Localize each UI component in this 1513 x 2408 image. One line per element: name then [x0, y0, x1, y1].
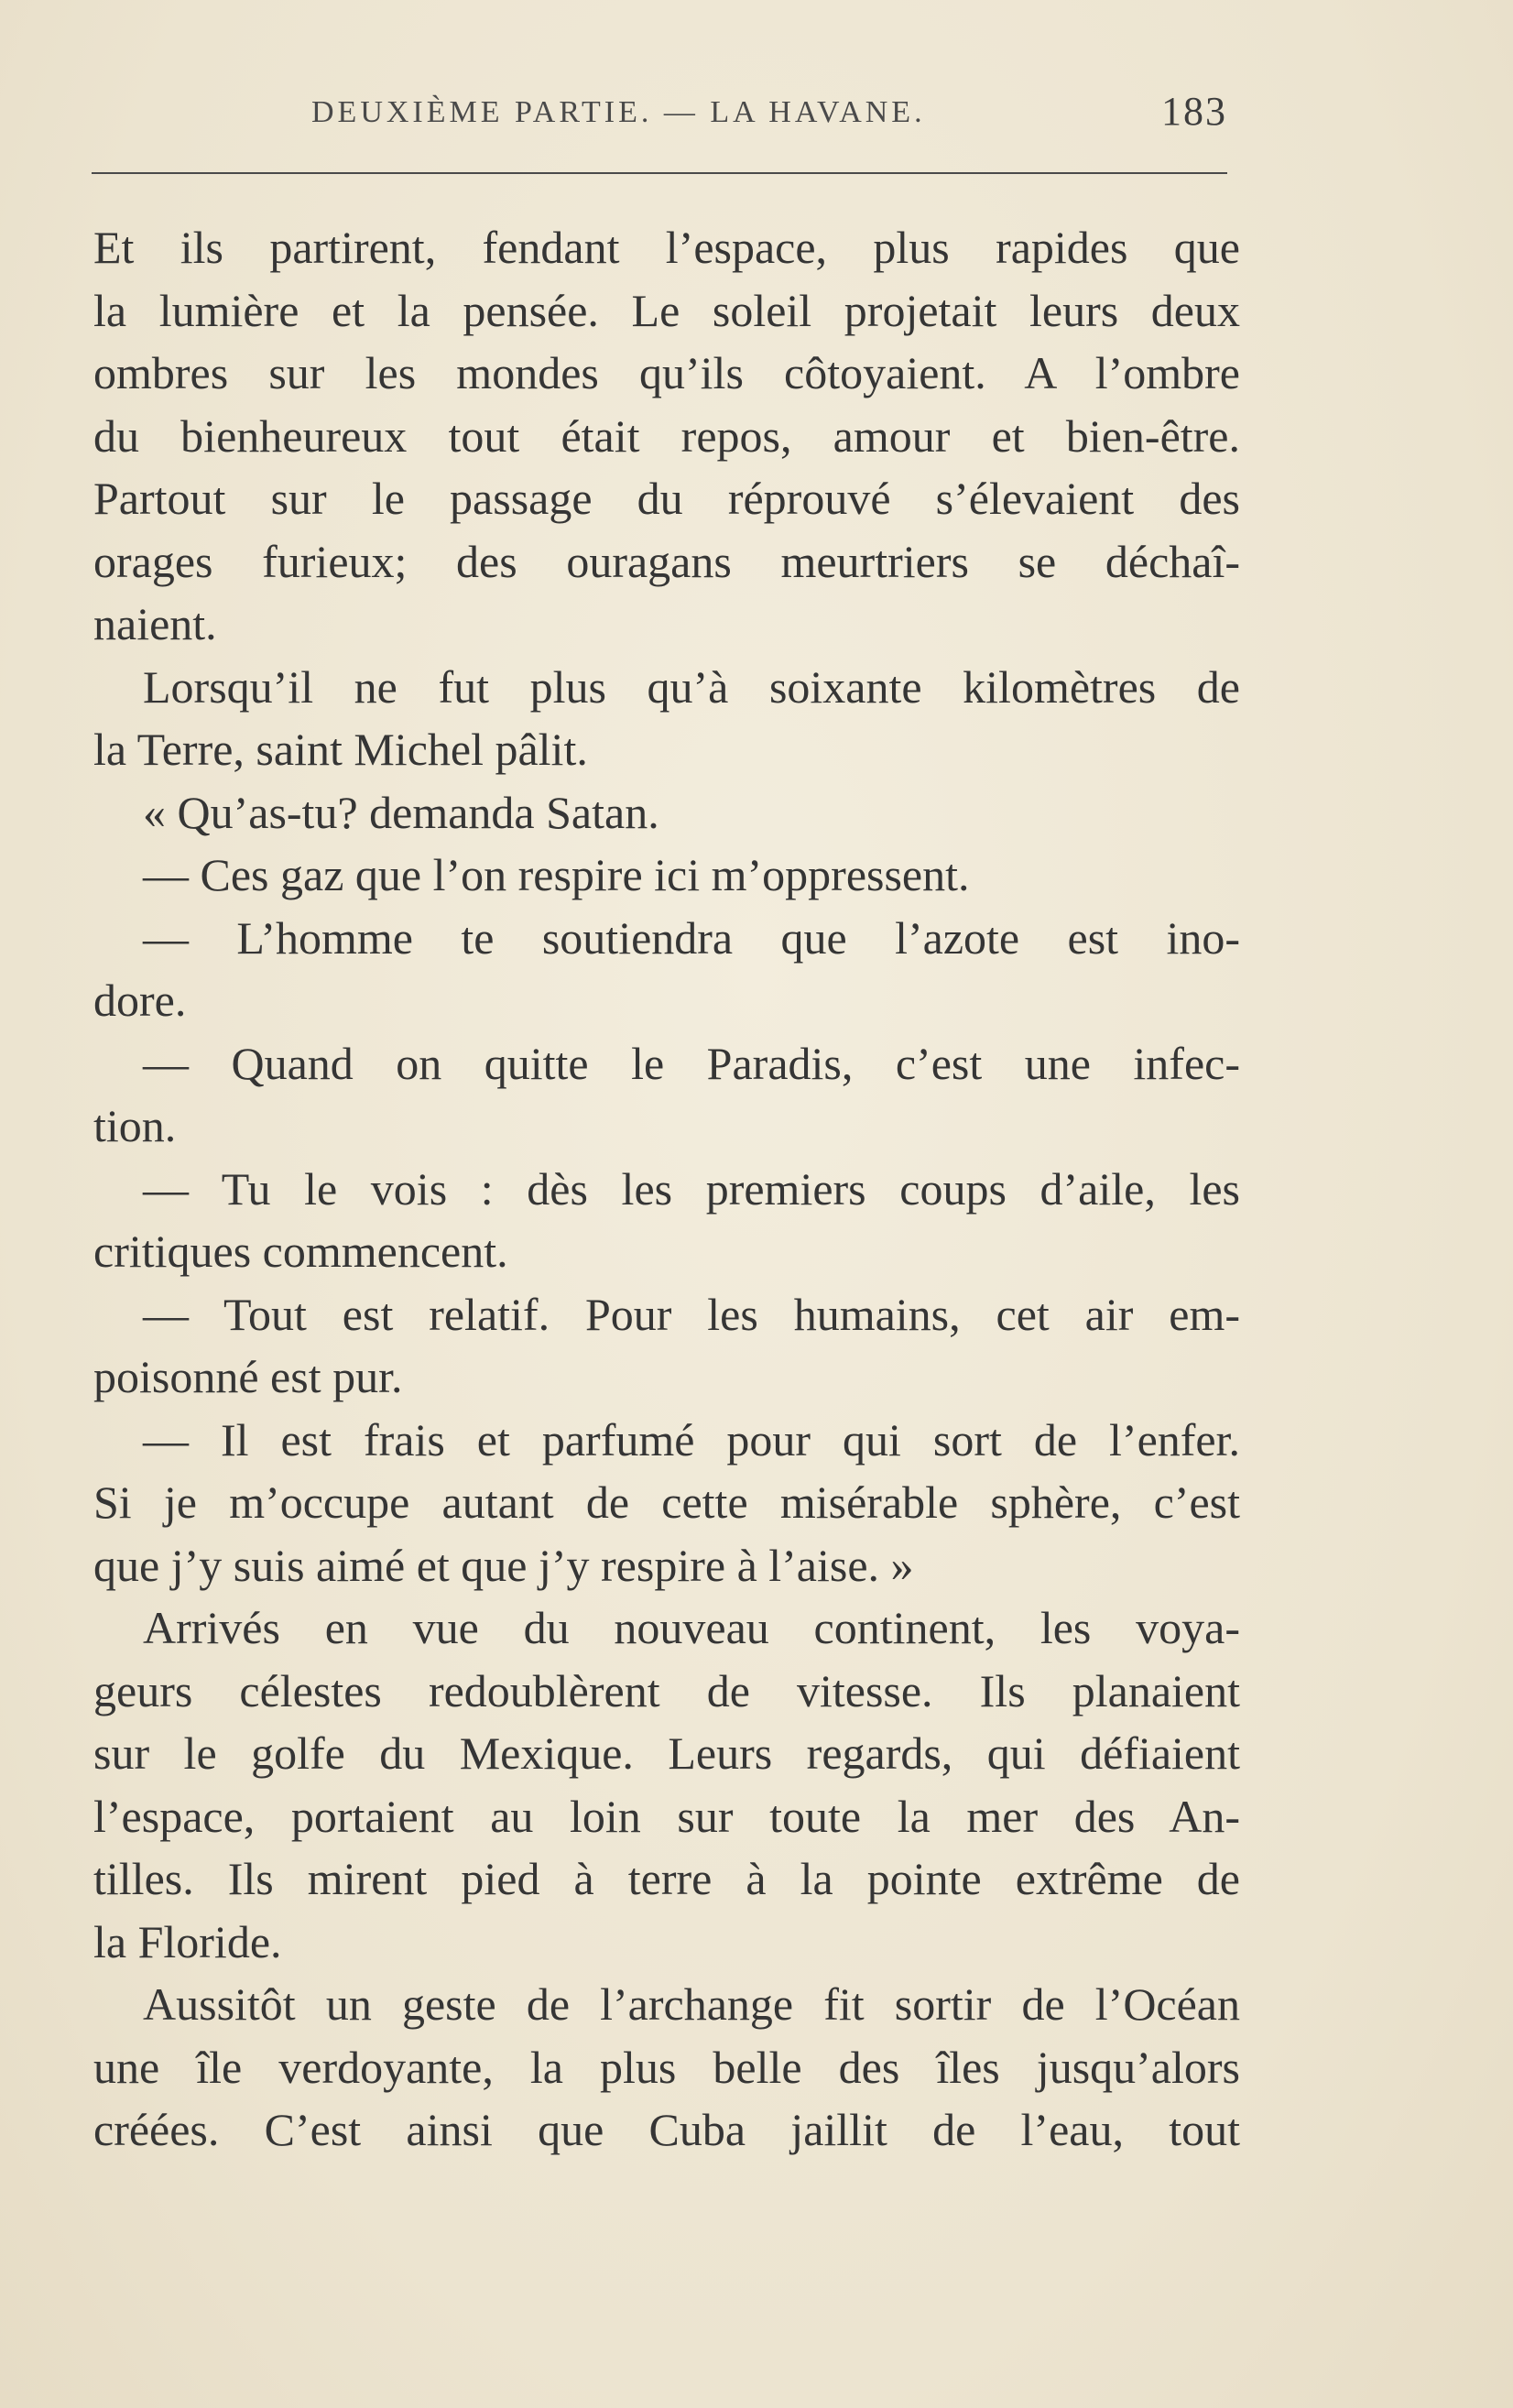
text-line: Si je m’occupe autant de cette misérable sphère, c’est — [93, 1476, 1240, 1528]
text-line: une île verdoyante, la plus belle des îles jusqu’alors — [93, 2041, 1240, 2093]
body-text — [93, 216, 1240, 2162]
text-line: la Floride. — [93, 1915, 282, 1967]
text-line: — Quand on quitte le Paradis, c’est une infec- — [143, 1037, 1240, 1089]
text-line: la lumière et la pensée. Le soleil projetait leurs deux — [93, 284, 1240, 336]
text-line: orages furieux; des ouragans meurtriers se déchaî- — [93, 535, 1240, 587]
text-line: du bienheureux tout était repos, amour et bien-être. — [93, 409, 1240, 462]
text-line: Lorsqu’il ne fut plus qu’à soixante kilomètres de — [143, 660, 1240, 713]
text-line: tilles. Ils mirent pied à terre à la pointe extrême de — [93, 1853, 1240, 1904]
text-line: tion. — [93, 1100, 177, 1151]
text-line: — Il est frais et parfumé pour qui sort de l’enfer. — [143, 1413, 1240, 1466]
text-line: dore. — [93, 975, 187, 1026]
text-line: « Qu’as-tu? demanda Satan. — [143, 786, 659, 838]
text-line: naient. — [93, 598, 217, 649]
text-line: critiques commencent. — [93, 1226, 508, 1277]
running-title: DEUXIÈME PARTIE. — LA HAVANE. — [311, 95, 926, 129]
text-line: — Tout est relatif. Pour les humains, cet air em- — [143, 1288, 1240, 1340]
text-line: ombres sur les mondes qu’ils côtoyaient. A l’ombre — [93, 347, 1240, 398]
text-line: — Ces gaz que l’on respire ici m’oppressent. — [143, 849, 970, 900]
running-head — [92, 88, 1227, 143]
text-line: geurs célestes redoublèrent de vitesse. Ils planaient — [93, 1664, 1240, 1716]
text-line: Arrivés en vue du nouveau continent, les voya- — [143, 1602, 1240, 1653]
text-line: Partout sur le passage du réprouvé s’élevaient des — [93, 473, 1240, 524]
header-rule — [92, 172, 1227, 174]
text-line: la Terre, saint Michel pâlit. — [93, 724, 588, 775]
page-number: 183 — [1161, 89, 1227, 134]
text-line: que j’y suis aimé et que j’y respire à l’aise. » — [93, 1539, 914, 1591]
text-line: l’espace, portaient au loin sur toute la mer des An- — [93, 1790, 1240, 1842]
text-line: Aussitôt un geste de l’archange fit sortir de l’Océan — [143, 1978, 1240, 2030]
text-line: créées. C’est ainsi que Cuba jaillit de l’eau, tout — [93, 2104, 1240, 2155]
text-line: poisonné est pur. — [93, 1351, 403, 1402]
text-line: sur le golfe du Mexique. Leurs regards, qui défiaient — [93, 1727, 1240, 1779]
text-line: Et ils partirent, fendant l’espace, plus rapides que — [93, 222, 1240, 273]
text-line: — Tu le vois : dès les premiers coups d’aile, les — [143, 1162, 1240, 1215]
text-line: — L’homme te soutiendra que l’azote est ino- — [143, 911, 1240, 964]
